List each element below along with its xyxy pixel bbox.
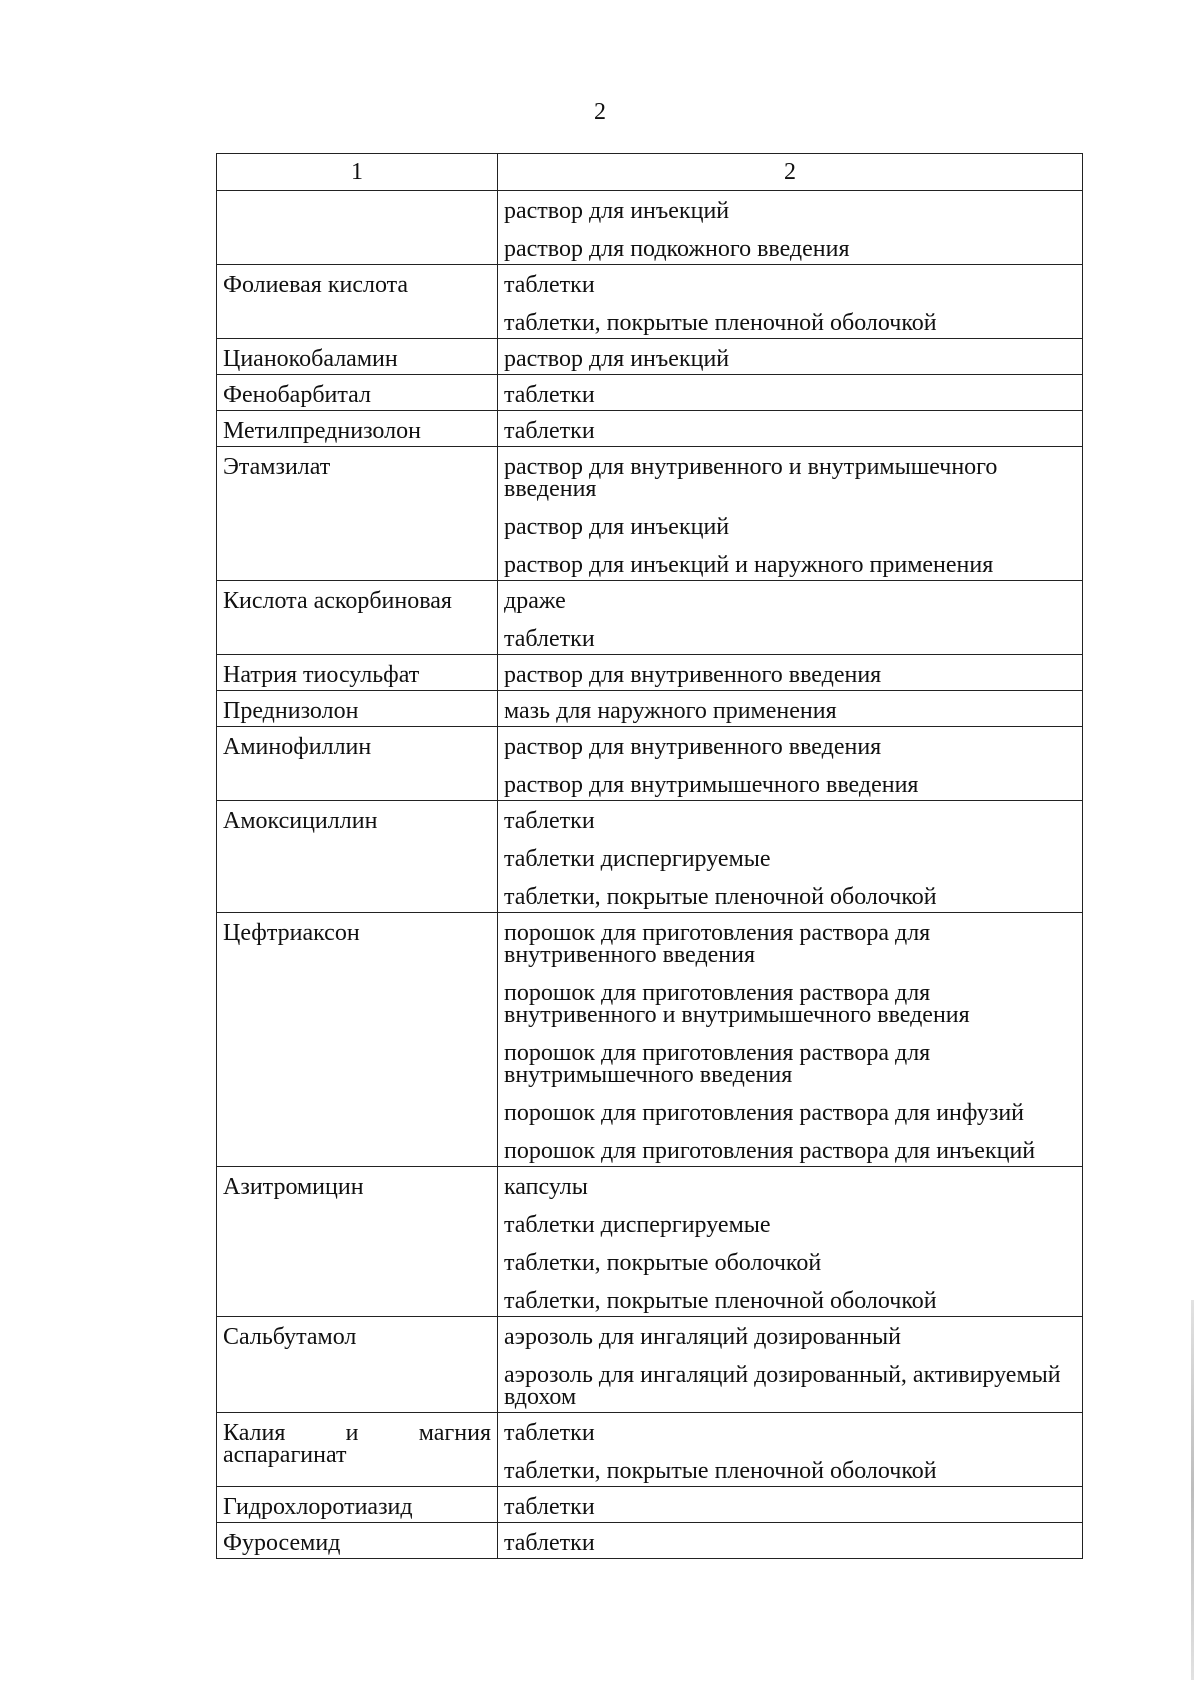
dosage-forms-cell	[498, 1487, 1083, 1523]
dosage-form: аэрозоль для ингаляций дозированный	[504, 1324, 901, 1350]
drug-name: Аминофиллин	[223, 734, 372, 760]
dosage-forms-cell	[498, 1167, 1083, 1317]
table-row	[217, 375, 1083, 411]
table-row	[217, 727, 1083, 801]
drug-name: Фолиевая кислота	[223, 272, 409, 298]
table-row	[217, 191, 1083, 265]
drug-name-cell	[217, 691, 498, 727]
dosage-form: мазь для наружного применения	[504, 698, 837, 724]
drug-name: Натрия тиосульфат	[223, 662, 420, 688]
table-row	[217, 1487, 1083, 1523]
drug-name: Кислота аскорбиновая	[223, 588, 452, 614]
drug-name: Гидрохлоротиазид	[223, 1494, 413, 1520]
drug-name-cell	[217, 727, 498, 801]
dosage-form: таблетки	[504, 808, 595, 834]
drug-name-cell	[217, 1167, 498, 1317]
drug-name: Цефтриаксон	[223, 920, 360, 946]
dosage-form: порошок для приготовления раствора для внутримышечного введения	[504, 1040, 931, 1088]
dosage-forms-cell	[498, 691, 1083, 727]
drug-name-cell	[217, 265, 498, 339]
dosage-form: раствор для внутривенного введения	[504, 662, 882, 688]
dosage-form: таблетки диспергируемые	[504, 1212, 771, 1238]
column-header-2: 2	[498, 154, 1083, 191]
table-row	[217, 801, 1083, 913]
column-header-1: 1	[217, 154, 498, 191]
table-row	[217, 411, 1083, 447]
dosage-form: таблетки, покрытые пленочной оболочкой	[504, 1288, 937, 1314]
drug-name-cell	[217, 447, 498, 581]
dosage-form: раствор для инъекций	[504, 514, 730, 540]
dosage-form: драже	[504, 588, 566, 614]
table-row	[217, 913, 1083, 1167]
medication-table	[216, 153, 1083, 1559]
table-header-row	[217, 154, 1083, 191]
dosage-form: таблетки	[504, 418, 595, 444]
dosage-form: порошок для приготовления раствора для инъекций	[504, 1138, 1036, 1164]
drug-name-cell	[217, 581, 498, 655]
dosage-form: раствор для внутривенного введения	[504, 734, 882, 760]
dosage-forms-cell	[498, 581, 1083, 655]
dosage-form: таблетки, покрытые оболочкой	[504, 1250, 822, 1276]
dosage-form: раствор для инъекций и наружного применения	[504, 552, 994, 578]
drug-name-cell	[217, 801, 498, 913]
dosage-forms-cell	[498, 913, 1083, 1167]
dosage-form: таблетки	[504, 1530, 595, 1556]
table-row	[217, 1523, 1083, 1559]
dosage-form: раствор для внутривенного и внутримышечного введения	[504, 454, 998, 502]
table-row	[217, 581, 1083, 655]
dosage-forms-cell	[498, 1413, 1083, 1487]
table-row	[217, 691, 1083, 727]
drug-name: Метилпреднизолон	[223, 418, 421, 444]
drug-name	[217, 191, 497, 203]
dosage-form: таблетки, покрытые пленочной оболочкой	[504, 1458, 937, 1484]
dosage-form: порошок для приготовления раствора для внутривенного введения	[504, 920, 931, 968]
scan-edge-mark	[1191, 1300, 1194, 1680]
dosage-form: раствор для инъекций	[504, 346, 730, 372]
table-row	[217, 655, 1083, 691]
drug-name-cell	[217, 1413, 498, 1487]
drug-name-cell	[217, 1317, 498, 1413]
dosage-form: таблетки	[504, 1420, 595, 1446]
dosage-form: таблетки диспергируемые	[504, 846, 771, 872]
drug-name-cell	[217, 1523, 498, 1559]
dosage-form: таблетки	[504, 382, 595, 408]
drug-name-cell	[217, 1487, 498, 1523]
dosage-forms-cell	[498, 447, 1083, 581]
table-row	[217, 447, 1083, 581]
dosage-form: таблетки	[504, 1494, 595, 1520]
dosage-forms-cell	[498, 191, 1083, 265]
table-row	[217, 1413, 1083, 1487]
drug-name: Преднизолон	[223, 698, 359, 724]
drug-name-cell	[217, 913, 498, 1167]
drug-name-cell	[217, 411, 498, 447]
dosage-forms-cell	[498, 339, 1083, 375]
page-number: 2	[594, 99, 606, 125]
dosage-form: раствор для подкожного введения	[504, 236, 850, 262]
drug-name: Амоксициллин	[223, 808, 378, 834]
drug-name: Калия и магния аспарагинат	[223, 1420, 491, 1468]
dosage-form: аэрозоль для ингаляций дозированный, активируемый вдохом	[504, 1362, 1061, 1410]
dosage-forms-cell	[498, 727, 1083, 801]
dosage-forms-cell	[498, 1317, 1083, 1413]
dosage-form: порошок для приготовления раствора для внутривенного и внутримышечного введения	[504, 980, 970, 1028]
dosage-forms-cell	[498, 375, 1083, 411]
drug-name: Сальбутамол	[223, 1324, 357, 1350]
dosage-form: таблетки, покрытые пленочной оболочкой	[504, 310, 937, 336]
drug-name: Этамзилат	[223, 454, 331, 480]
drug-name-cell	[217, 339, 498, 375]
dosage-form: порошок для приготовления раствора для инфузий	[504, 1100, 1025, 1126]
drug-name-cell	[217, 191, 498, 265]
dosage-forms-cell	[498, 265, 1083, 339]
drug-name-cell	[217, 655, 498, 691]
dosage-form: таблетки	[504, 272, 595, 298]
table-row	[217, 339, 1083, 375]
dosage-forms-cell	[498, 801, 1083, 913]
dosage-forms-cell	[498, 655, 1083, 691]
drug-name: Фенобарбитал	[223, 382, 371, 408]
dosage-form: раствор для инъекций	[504, 198, 730, 224]
dosage-form: раствор для внутримышечного введения	[504, 772, 919, 798]
dosage-forms-cell	[498, 1523, 1083, 1559]
table-row	[217, 1167, 1083, 1317]
drug-name: Цианокобаламин	[223, 346, 398, 372]
table-row	[217, 265, 1083, 339]
dosage-form: таблетки, покрытые пленочной оболочкой	[504, 884, 937, 910]
drug-name: Фуросемид	[223, 1530, 341, 1556]
dosage-form: таблетки	[504, 626, 595, 652]
dosage-form: капсулы	[504, 1174, 588, 1200]
table-row	[217, 1317, 1083, 1413]
drug-name-cell	[217, 375, 498, 411]
drug-name: Азитромицин	[223, 1174, 364, 1200]
dosage-forms-cell	[498, 411, 1083, 447]
